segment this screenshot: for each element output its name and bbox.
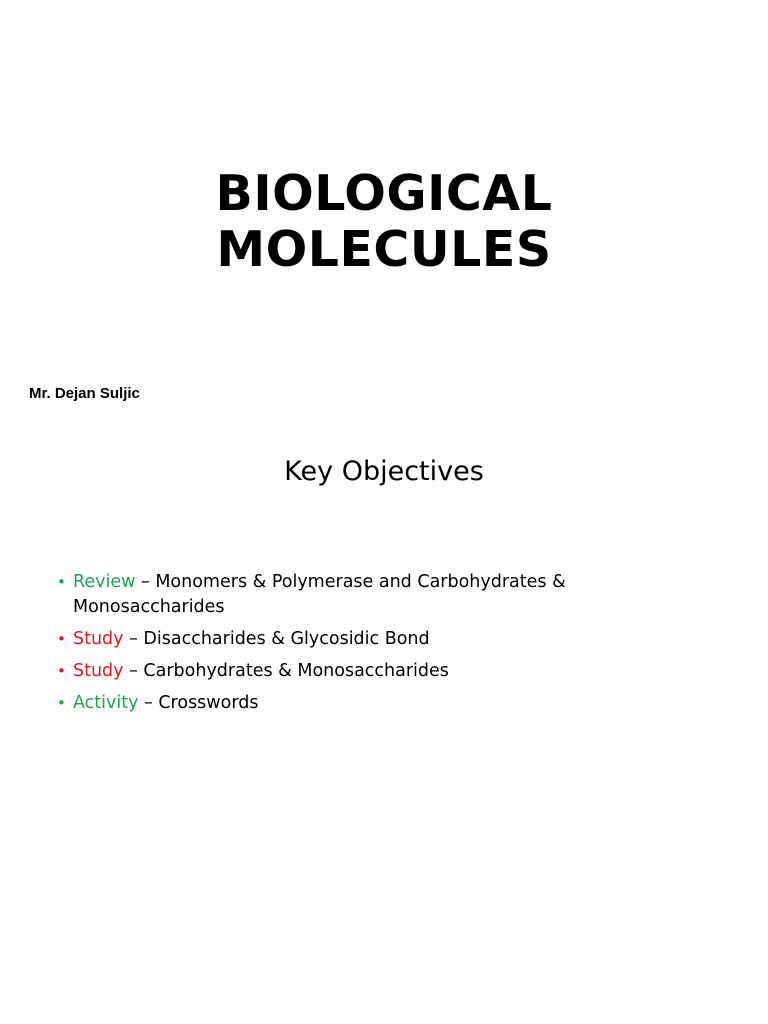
bullet-icon: • [57, 694, 66, 712]
slide-title [0, 166, 768, 278]
bullet-icon: • [57, 630, 66, 648]
objective-item [57, 691, 617, 716]
slide-title-line-1: BIOLOGICAL [215, 165, 553, 222]
author-name: Mr. Dejan Suljic [29, 385, 140, 402]
objective-text: – Carbohydrates & Monosaccharides [123, 661, 449, 681]
slide-title-line-2: MOLECULES [216, 221, 552, 278]
objective-keyword: Study [73, 661, 124, 681]
bullet-icon: • [57, 662, 66, 680]
objective-keyword: Activity [73, 693, 139, 713]
objective-keyword: Study [73, 629, 124, 649]
objective-text: – Disaccharides & Glycosidic Bond [123, 629, 430, 649]
bullet-icon: • [57, 573, 66, 591]
objective-item [57, 570, 617, 620]
objective-text: – Monomers & Polymerase and Carbohydrates & Monosaccharides [73, 572, 566, 617]
objective-item [57, 627, 617, 652]
objective-item [57, 659, 617, 684]
objective-keyword: Review [73, 572, 136, 592]
objective-text: – Crosswords [138, 693, 259, 713]
section-heading: Key Objectives [284, 456, 484, 487]
objectives-list [57, 570, 617, 723]
